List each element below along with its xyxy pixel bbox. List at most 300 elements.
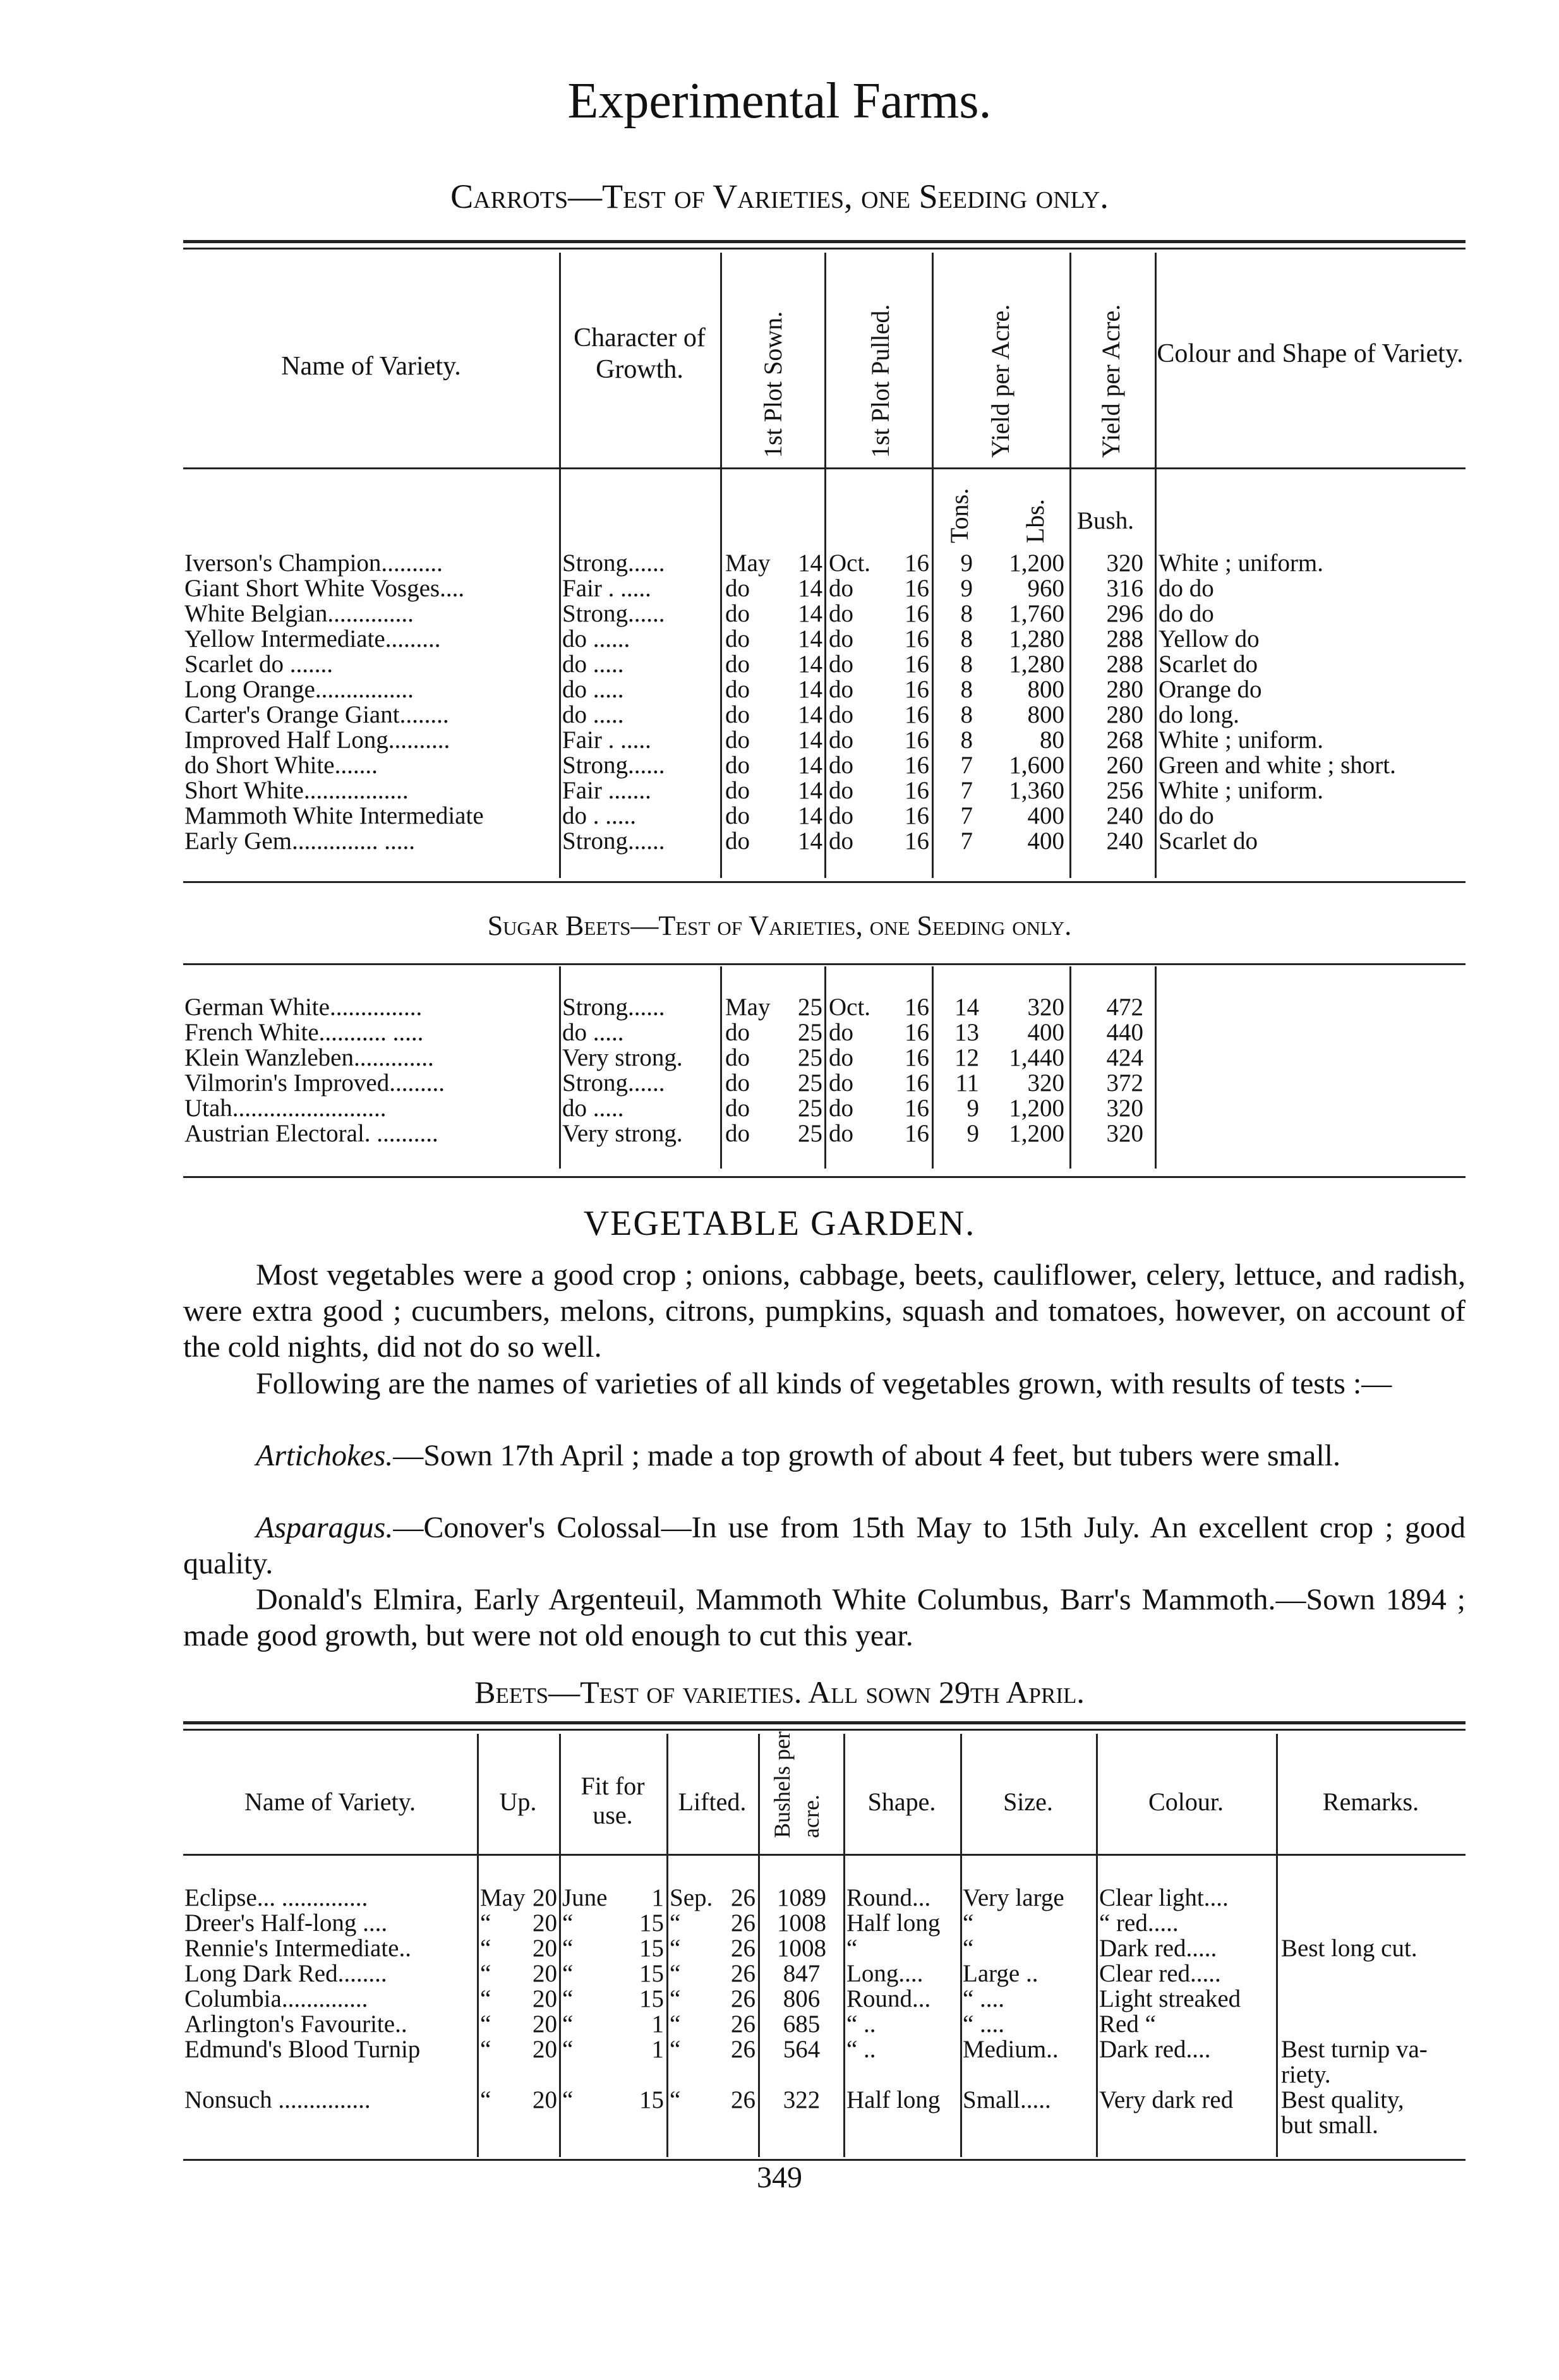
up-month: May [480, 1884, 526, 1911]
yield-bushels: 240 [1106, 802, 1143, 829]
character-of-growth: do ...... [562, 625, 630, 652]
beets-header-shape: Shape. [867, 1788, 936, 1816]
sown-month: do [725, 1069, 750, 1097]
carrots-vline [824, 253, 826, 878]
yield-tons: 9 [960, 575, 973, 602]
vegetable-paragraph-2: Following are the names of varieties of all kinds of vegetables grown, with results of tests :— [256, 1367, 1392, 1400]
sugar-vline [932, 966, 934, 1169]
pulled-day: 16 [905, 701, 929, 728]
pulled-month: do [829, 827, 853, 855]
sown-day: 14 [798, 600, 822, 627]
yield-tons: 9 [960, 550, 973, 577]
lifted-day: 26 [731, 2086, 755, 2113]
remarks: Best quality, [1281, 2086, 1404, 2113]
pulled-day: 16 [905, 550, 929, 577]
colour: Very dark red [1099, 2086, 1234, 2113]
pulled-day: 16 [905, 752, 929, 779]
yield-lbs: 80 [1040, 726, 1064, 754]
sown-day: 14 [798, 777, 822, 804]
sown-day: 14 [798, 676, 822, 703]
yield-tons: 7 [960, 827, 973, 855]
variety-name: Yellow Intermediate......... [184, 625, 441, 652]
colour: “ red..... [1099, 1909, 1179, 1937]
lifted-day: 26 [731, 2010, 755, 2038]
remarks: Best turnip va- [1281, 2036, 1428, 2063]
lifted-day: 26 [731, 2036, 755, 2063]
yield-tons: 8 [960, 701, 973, 728]
size: “ .... [963, 1985, 1005, 2012]
yield-tons: 8 [960, 676, 973, 703]
variety-name: Klein Wanzleben............. [184, 1044, 434, 1071]
bushels-per-acre: 1008 [777, 1935, 826, 1962]
pulled-day: 16 [905, 575, 929, 602]
artichokes-text: —Sown 17th April ; made a top growth of about 4 feet, but tubers were small. [393, 1439, 1340, 1472]
vegetable-paragraph-asparagus-varieties: Donald's Elmira, Early Argenteuil, Mammoth White Columbus, Barr's Mammoth.—Sown 1894 ; made good growth, but were not old enough to cut this year. [183, 1583, 1466, 1652]
yield-bushels: 280 [1106, 676, 1143, 703]
sown-day: 25 [798, 1095, 822, 1122]
sugar-vline [1155, 966, 1157, 1169]
yield-tons: 13 [954, 1019, 979, 1046]
colour-and-shape: do do [1159, 600, 1214, 627]
variety-name: Columbia.............. [184, 1985, 368, 2012]
pulled-month: Oct. [829, 994, 871, 1021]
yield-tons: 8 [960, 726, 973, 754]
pulled-month: do [829, 676, 853, 703]
yield-lbs: 1,600 [1009, 752, 1064, 779]
up-day: 20 [533, 1985, 557, 2012]
up-month: “ [480, 1985, 491, 2012]
beets-header-name: Name of Variety. [244, 1788, 416, 1816]
colour-and-shape: White ; uniform. [1159, 726, 1324, 754]
lifted-month: “ [670, 2036, 681, 2063]
yield-tons: 8 [960, 600, 973, 627]
yield-tons: 9 [966, 1120, 979, 1147]
bushels-per-acre: 1089 [777, 1884, 826, 1911]
yield-bushels: 320 [1106, 1095, 1143, 1122]
colour-and-shape: Orange do [1159, 676, 1262, 703]
shape: “ [846, 1935, 858, 1962]
size: “ [963, 1935, 974, 1962]
sown-day: 14 [798, 550, 822, 577]
shape: Half long [846, 1909, 941, 1937]
fit-day: 1 [651, 2010, 664, 2038]
fit-day: 1 [651, 1884, 664, 1911]
sugar-beets-top-rule [183, 963, 1466, 965]
fit-month: “ [562, 2036, 574, 2063]
carrots-subheader-lbs: Lbs. [1021, 499, 1049, 543]
up-month: “ [480, 2086, 491, 2113]
sown-month: do [725, 575, 750, 602]
variety-name: German White............... [184, 994, 423, 1021]
yield-tons: 8 [960, 625, 973, 652]
sown-month: May [725, 550, 771, 577]
remarks: Best long cut. [1281, 1935, 1418, 1962]
sown-day: 25 [798, 1019, 822, 1046]
up-day: 20 [533, 1935, 557, 1962]
yield-bushels: 256 [1106, 777, 1143, 804]
beets-header-rule [183, 1854, 1466, 1856]
lifted-day: 26 [731, 1935, 755, 1962]
up-day: 20 [533, 1884, 557, 1911]
sown-day: 14 [798, 802, 822, 829]
character-of-growth: do . ..... [562, 802, 636, 829]
yield-bushels: 424 [1106, 1044, 1143, 1071]
yield-lbs: 320 [1027, 1069, 1064, 1097]
pulled-month: do [829, 726, 853, 754]
variety-name: Utah......................... [184, 1095, 387, 1122]
size: Very large [963, 1884, 1064, 1911]
vegetable-paragraph-artichokes [183, 1438, 1466, 1474]
up-month: “ [480, 1960, 491, 1987]
sown-month: do [725, 827, 750, 855]
variety-name: Eclipse... .............. [184, 1884, 368, 1911]
yield-tons: 12 [954, 1044, 979, 1071]
colour-and-shape: do do [1159, 575, 1214, 602]
variety-name: Austrian Electoral. .......... [184, 1120, 438, 1147]
sugar-vline [824, 966, 826, 1169]
pulled-day: 16 [905, 777, 929, 804]
fit-month: “ [562, 2086, 574, 2113]
sown-month: do [725, 1044, 750, 1071]
carrots-header-yield-tons: Yield per Acre. [986, 304, 1014, 458]
colour: Clear red..... [1099, 1960, 1221, 1987]
yield-lbs: 400 [1027, 827, 1064, 855]
character-of-growth: do ..... [562, 651, 624, 678]
sown-month: do [725, 802, 750, 829]
sown-month: do [725, 1019, 750, 1046]
colour-and-shape: do long. [1159, 701, 1239, 728]
size: Large .. [963, 1960, 1038, 1987]
colour-and-shape: Green and white ; short. [1159, 752, 1396, 779]
character-of-growth: Fair . ..... [562, 575, 651, 602]
fit-month: “ [562, 1960, 574, 1987]
sown-month: do [725, 676, 750, 703]
vegetable-paragraph-asparagus [183, 1510, 1466, 1582]
page-title: Experimental Farms. [567, 73, 992, 129]
pulled-month: do [829, 1044, 853, 1071]
carrots-bottom-rule [183, 881, 1466, 883]
fit-day: 15 [639, 1960, 664, 1987]
sown-day: 14 [798, 625, 822, 652]
fit-day: 15 [639, 1909, 664, 1937]
artichokes-label: Artichokes. [256, 1439, 394, 1472]
up-day: 20 [533, 2010, 557, 2038]
carrots-header-yield-bush: Yield per Acre. [1097, 304, 1125, 458]
character-of-growth: Fair . ..... [562, 726, 651, 754]
carrots-header-character: Character of Growth. [574, 323, 706, 384]
character-of-growth: Fair ....... [562, 777, 651, 804]
variety-name: Early Gem.............. ..... [184, 827, 416, 855]
yield-bushels: 296 [1106, 600, 1143, 627]
lifted-month: “ [670, 1960, 681, 1987]
colour-and-shape: Scarlet do [1159, 651, 1258, 678]
variety-name: Giant Short White Vosges.... [184, 575, 465, 602]
yield-lbs: 800 [1027, 676, 1064, 703]
pulled-day: 16 [905, 1095, 929, 1122]
colour: Red “ [1099, 2010, 1156, 2038]
yield-bushels: 440 [1106, 1019, 1143, 1046]
character-of-growth: Very strong. [562, 1120, 683, 1147]
up-month: “ [480, 2010, 491, 2038]
sown-month: do [725, 1095, 750, 1122]
variety-name: do Short White....... [184, 752, 378, 779]
yield-lbs: 1,280 [1009, 651, 1064, 678]
pulled-month: do [829, 1095, 853, 1122]
variety-name: Long Dark Red........ [184, 1960, 387, 1987]
character-of-growth: Very strong. [562, 1044, 683, 1071]
pulled-day: 16 [905, 651, 929, 678]
yield-lbs: 1,280 [1009, 625, 1064, 652]
sown-day: 14 [798, 752, 822, 779]
sugar-beets-table-title: Sugar Beets—Test of Varieties, one Seeding only. [487, 910, 1072, 941]
variety-name: Vilmorin's Improved......... [184, 1069, 445, 1097]
pulled-day: 16 [905, 1019, 929, 1046]
bushels-per-acre: 806 [783, 1985, 821, 2012]
up-day: 20 [533, 1909, 557, 1937]
yield-lbs: 1,440 [1009, 1044, 1064, 1071]
variety-name: Nonsuch ............... [184, 2086, 371, 2113]
shape: Round... [846, 1884, 931, 1911]
lifted-day: 26 [731, 1909, 755, 1937]
size: Medium.. [963, 2036, 1059, 2063]
sown-day: 25 [798, 994, 822, 1021]
pulled-month: do [829, 600, 853, 627]
sown-day: 25 [798, 1120, 822, 1147]
yield-lbs: 800 [1027, 701, 1064, 728]
lifted-month: Sep. [670, 1884, 713, 1911]
character-of-growth: do ..... [562, 1019, 624, 1046]
pulled-month: do [829, 625, 853, 652]
fit-day: 1 [651, 2036, 664, 2063]
pulled-month: do [829, 1120, 853, 1147]
sown-month: do [725, 777, 750, 804]
yield-bushels: 372 [1106, 1069, 1143, 1097]
colour-and-shape: Yellow do [1159, 625, 1260, 652]
yield-tons: 11 [955, 1069, 979, 1097]
sown-month: do [725, 625, 750, 652]
yield-lbs: 1,760 [1009, 600, 1064, 627]
carrots-header-name: Name of Variety. [281, 352, 461, 381]
carrots-subheader-bush: Bush. [1077, 507, 1134, 534]
carrots-vline [932, 253, 934, 878]
variety-name: Rennie's Intermediate.. [184, 1935, 411, 1962]
fit-month: “ [562, 1985, 574, 2012]
pulled-day: 16 [905, 1120, 929, 1147]
yield-bushels: 288 [1106, 651, 1143, 678]
remarks: riety. [1281, 2061, 1331, 2088]
yield-lbs: 1,360 [1009, 777, 1064, 804]
yield-bushels: 320 [1106, 1120, 1143, 1147]
colour-and-shape: White ; uniform. [1159, 777, 1324, 804]
character-of-growth: Strong...... [562, 752, 665, 779]
size: “ [963, 1909, 974, 1937]
character-of-growth: do ..... [562, 676, 624, 703]
sown-month: do [725, 726, 750, 754]
colour: Dark red.... [1099, 2036, 1211, 2063]
beets-header-up: Up. [499, 1788, 537, 1816]
fit-day: 15 [639, 2086, 664, 2113]
character-of-growth: do ..... [562, 1095, 624, 1122]
beets-vline [758, 1734, 760, 2157]
sugar-beets-bottom-rule [183, 1176, 1466, 1178]
sown-month: do [725, 1120, 750, 1147]
yield-bushels: 316 [1106, 575, 1143, 602]
pulled-day: 16 [905, 1044, 929, 1071]
pulled-month: do [829, 802, 853, 829]
pulled-day: 16 [905, 625, 929, 652]
pulled-month: Oct. [829, 550, 871, 577]
pulled-day: 16 [905, 1069, 929, 1097]
colour-and-shape: White ; uniform. [1159, 550, 1324, 577]
carrots-top-rule [183, 240, 1466, 243]
yield-lbs: 400 [1027, 802, 1064, 829]
yield-tons: 7 [960, 752, 973, 779]
pulled-month: do [829, 1019, 853, 1046]
pulled-day: 16 [905, 726, 929, 754]
pulled-day: 16 [905, 600, 929, 627]
lifted-month: “ [670, 1985, 681, 2012]
sown-day: 25 [798, 1069, 822, 1097]
pulled-month: do [829, 1069, 853, 1097]
beets-header-bushels: Bushels per acre. [769, 1731, 824, 1838]
variety-name: Improved Half Long.......... [184, 726, 450, 754]
yield-tons: 8 [960, 651, 973, 678]
beets-header-colour: Colour. [1148, 1788, 1224, 1816]
variety-name: Carter's Orange Giant........ [184, 701, 449, 728]
sown-day: 25 [798, 1044, 822, 1071]
fit-month: “ [562, 1935, 574, 1962]
carrots-subheader-tons: Tons. [945, 488, 973, 543]
yield-bushels: 240 [1106, 827, 1143, 855]
carrots-vline [720, 253, 722, 878]
pulled-day: 16 [905, 827, 929, 855]
yield-tons: 7 [960, 777, 973, 804]
size: Small..... [963, 2086, 1051, 2113]
character-of-growth: Strong...... [562, 1069, 665, 1097]
fit-month: June [562, 1884, 608, 1911]
up-day: 20 [533, 2086, 557, 2113]
bushels-per-acre: 847 [783, 1960, 821, 1987]
lifted-month: “ [670, 2086, 681, 2113]
sown-month: do [725, 651, 750, 678]
bushels-per-acre: 685 [783, 2010, 821, 2038]
character-of-growth: Strong...... [562, 994, 665, 1021]
size: “ .... [963, 2010, 1005, 2038]
yield-lbs: 1,200 [1009, 1095, 1064, 1122]
shape: Long.... [846, 1960, 924, 1987]
variety-name: Scarlet do ....... [184, 651, 334, 678]
carrots-vline [1069, 253, 1071, 878]
pulled-month: do [829, 701, 853, 728]
sown-day: 14 [798, 651, 822, 678]
variety-name: French White........... ..... [184, 1019, 424, 1046]
sugar-vline [720, 966, 722, 1169]
beets-table-title: Beets—Test of varieties. All sown 29th April. [474, 1674, 1085, 1710]
up-month: “ [480, 1909, 491, 1937]
yield-bushels: 280 [1106, 701, 1143, 728]
yield-tons: 9 [966, 1095, 979, 1122]
variety-name: Mammoth White Intermediate [184, 802, 484, 829]
page-number: 349 [757, 2161, 802, 2194]
sown-month: do [725, 600, 750, 627]
lifted-month: “ [670, 2010, 681, 2038]
yield-lbs: 1,200 [1009, 1120, 1064, 1147]
pulled-month: do [829, 651, 853, 678]
carrots-header-sown: 1st Plot Sown. [759, 311, 787, 458]
pulled-month: do [829, 777, 853, 804]
sown-month: do [725, 752, 750, 779]
sown-month: May [725, 994, 771, 1021]
fit-day: 15 [639, 1935, 664, 1962]
pulled-day: 16 [905, 994, 929, 1021]
up-day: 20 [533, 2036, 557, 2063]
beets-header-size: Size. [1003, 1788, 1053, 1816]
fit-month: “ [562, 1909, 574, 1937]
variety-name: Long Orange................ [184, 676, 414, 703]
carrots-header-pulled: 1st Plot Pulled. [866, 304, 894, 458]
shape: “ .. [846, 2010, 876, 2038]
variety-name: Dreer's Half-long .... [184, 1909, 388, 1937]
character-of-growth: Strong...... [562, 827, 665, 855]
pulled-month: do [829, 575, 853, 602]
bushels-per-acre: 1008 [777, 1909, 826, 1937]
bushels-per-acre: 322 [783, 2086, 821, 2113]
vegetable-paragraph-1: Most vegetables were a good crop ; onions, cabbage, beets, cauliflower, celery, lettuce, and radish, were extra good ; cucumbers, melons, citrons, pumpkins, squash and tomatoes, however, on account of the cold nights, did not do so well. [183, 1258, 1466, 1364]
character-of-growth: do ..... [562, 701, 624, 728]
lifted-day: 26 [731, 1960, 755, 1987]
asparagus-label: Asparagus. [256, 1511, 394, 1544]
sown-day: 14 [798, 575, 822, 602]
beets-header-lifted: Lifted. [678, 1788, 747, 1816]
yield-lbs: 960 [1027, 575, 1064, 602]
fit-day: 15 [639, 1985, 664, 2012]
yield-bushels: 320 [1106, 550, 1143, 577]
yield-bushels: 472 [1106, 994, 1143, 1021]
vegetable-garden-heading: VEGETABLE GARDEN. [583, 1204, 976, 1243]
variety-name: Short White................. [184, 777, 409, 804]
pulled-month: do [829, 752, 853, 779]
yield-tons: 7 [960, 802, 973, 829]
colour: Light streaked [1099, 1985, 1241, 2012]
lifted-month: “ [670, 1935, 681, 1962]
beets-header-remarks: Remarks. [1322, 1788, 1419, 1816]
shape: Round... [846, 1985, 931, 2012]
variety-name: Edmund's Blood Turnip [184, 2036, 421, 2063]
sown-day: 14 [798, 701, 822, 728]
yield-lbs: 1,200 [1009, 550, 1064, 577]
beets-top-rule [183, 1721, 1466, 1724]
yield-lbs: 400 [1027, 1019, 1064, 1046]
sown-day: 14 [798, 726, 822, 754]
character-of-growth: Strong...... [562, 600, 665, 627]
bushels-per-acre: 564 [783, 2036, 821, 2063]
remarks: but small. [1281, 2112, 1378, 2139]
carrots-header-colour: Colour and Shape of Variety. [1157, 339, 1464, 368]
colour-and-shape: Scarlet do [1159, 827, 1258, 855]
lifted-day: 26 [731, 1884, 755, 1911]
up-day: 20 [533, 1960, 557, 1987]
variety-name: Iverson's Champion.......... [184, 550, 443, 577]
shape: “ .. [846, 2036, 876, 2063]
yield-tons: 14 [954, 994, 979, 1021]
pulled-day: 16 [905, 676, 929, 703]
fit-month: “ [562, 2010, 574, 2038]
beets-header-fit: Fit for use. [581, 1772, 645, 1829]
shape: Half long [846, 2086, 941, 2113]
carrots-top-rule-2 [183, 248, 1466, 249]
character-of-growth: Strong...... [562, 550, 665, 577]
variety-name: White Belgian.............. [184, 600, 414, 627]
